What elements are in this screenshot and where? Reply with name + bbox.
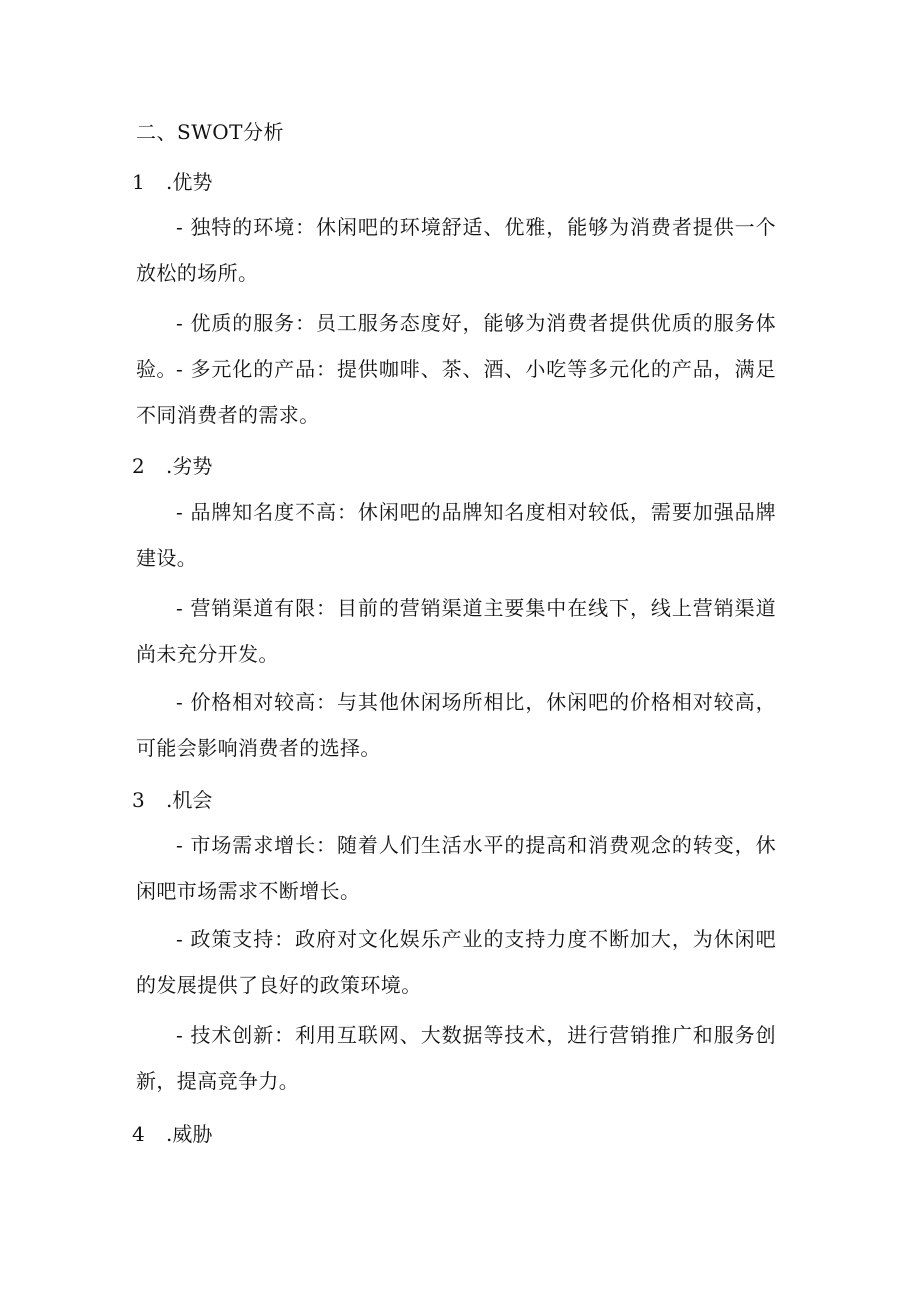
list-item: - 营销渠道有限：目前的营销渠道主要集中在线下，线上营销渠道尚未充分开发。 — [136, 596, 776, 666]
section-label: .机会 — [166, 788, 213, 812]
list-item: - 价格相对较高：与其他休闲场所相比，休闲吧的价格相对较高，可能会影响消费者的选择。 — [136, 690, 776, 760]
section-title-strengths — [132, 168, 212, 196]
section-title-weaknesses — [132, 452, 212, 480]
section-label: .威胁 — [166, 1122, 213, 1146]
section-label: .优势 — [166, 170, 213, 194]
section-title-threats — [132, 1120, 212, 1148]
section-label: .劣势 — [166, 454, 213, 478]
list-item: - 多元化的产品：提供咖啡、茶、酒、小吃等多元化的产品，满足不同消费者的需求。 — [136, 357, 776, 427]
list-item: - 市场需求增长：随着人们生活水平的提高和消费观念的转变，休闲吧市场需求不断增长。 — [136, 833, 776, 903]
section-title-opportunities — [132, 786, 212, 814]
section-number: 3 — [132, 788, 145, 812]
section-number: 2 — [132, 454, 145, 478]
list-item: - 品牌知名度不高：休闲吧的品牌知名度相对较低，需要加强品牌建设。 — [136, 500, 776, 570]
list-item: - 技术创新：利用互联网、大数据等技术，进行营销推广和服务创新，提高竞争力。 — [136, 1023, 776, 1093]
section-number: 4 — [132, 1122, 145, 1146]
list-item: - 独特的环境：休闲吧的环境舒适、优雅，能够为消费者提供一个放松的场所。 — [136, 215, 776, 285]
list-item: - 优质的服务：员工服务态度好，能够为消费者提供优质的服务体验。 — [136, 311, 776, 381]
list-item: - 政策支持：政府对文化娱乐产业的支持力度不断加大，为休闲吧的发展提供了良好的政策环境。 — [136, 927, 776, 997]
section-heading: 二、SWOT分析 — [136, 120, 284, 144]
section-number: 1 — [132, 170, 145, 194]
